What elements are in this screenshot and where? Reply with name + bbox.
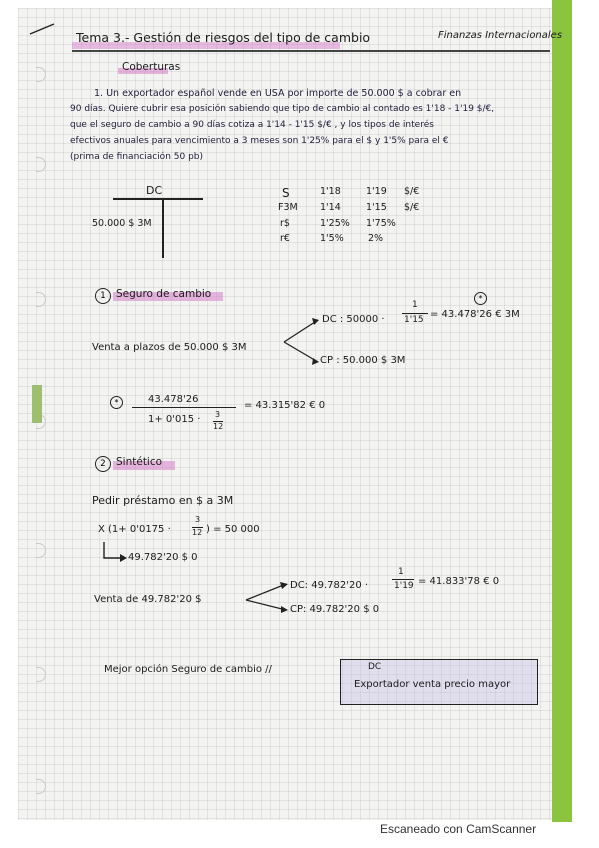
title-underline (72, 50, 550, 52)
option2-split-arrows (244, 580, 292, 616)
option1-dc-line: DC : 50000 · (322, 314, 385, 325)
paper-brand-stamp (32, 385, 42, 423)
option1-discount-frac-num: 3 (215, 410, 221, 419)
problem-line: (prima de financiación 50 pb) (70, 152, 204, 162)
option1-star-circle: * (110, 396, 123, 409)
account-label: DC (146, 184, 163, 197)
option2-equation-frac-den: 12 (192, 528, 203, 537)
option2-dc-line: DC: 49.782'20 · (290, 580, 369, 591)
subject-label: Finanzas Internacionales (438, 30, 563, 41)
option2-dc-denominator: 1'19 (394, 581, 414, 591)
rate-label: r€ (280, 233, 290, 244)
rate-ask: 2% (368, 233, 384, 244)
option1-dc-result: = 43.478'26 € 3M (430, 309, 520, 320)
rate-bid: 1'25% (320, 218, 350, 229)
option2-cp-line: CP: 49.782'20 $ 0 (290, 604, 380, 615)
option1-discount-result: = 43.315'82 € 0 (244, 400, 326, 411)
rate-bid: 1'5% (320, 233, 344, 244)
option2-sale-text: Venta de 49.782'20 $ (94, 594, 202, 605)
option2-result: 49.782'20 $ 0 (128, 552, 198, 563)
option2-equation: X (1+ 0'0175 · (98, 524, 171, 535)
option1-discount-denominator: 1+ 0'015 · (148, 414, 201, 425)
rate-unit: $/€ (404, 186, 420, 197)
option1-cp-line: CP : 50.000 $ 3M (320, 355, 406, 366)
fraction-bar (392, 579, 414, 580)
option1-title: Seguro de cambio (116, 288, 212, 300)
t-account-vertical-line (162, 198, 164, 258)
problem-line: 1. Un exportador español vende en USA por importe de 50.000 $ a cobrar en (94, 88, 462, 99)
problem-line: que el seguro de cambio a 90 días cotiza a 1'14 - 1'15 $/€ , y los tipos de interés (70, 120, 434, 130)
rate-ask: 1'19 (366, 186, 387, 197)
option1-star-circle: * (474, 292, 487, 305)
option2-dc-result: = 41.833'78 € 0 (418, 576, 500, 587)
option1-dc-numerator: 1 (412, 300, 418, 310)
rate-label: F3M (278, 202, 298, 213)
fraction-bar (132, 407, 236, 408)
option1-number-circle: 1 (95, 288, 111, 304)
option1-discount-frac-den: 12 (213, 422, 224, 431)
rate-unit: $/€ (404, 202, 420, 213)
page-title: Tema 3.- Gestión de riesgos del tipo de cambio (76, 30, 371, 45)
problem-line: efectivos anuales para vencimiento a 3 meses son 1'25% para el $ y 1'5% para el € (70, 136, 449, 146)
option1-dc-denominator: 1'15 (404, 315, 424, 325)
rate-label: S (282, 186, 290, 200)
scan-margin (572, 0, 599, 848)
fraction-bar (402, 313, 428, 314)
option2-equation-suffix: ) = 50 000 (206, 524, 260, 535)
scan-footer: Escaneado con CamScanner (380, 822, 537, 836)
rate-label: r$ (280, 218, 290, 229)
section-title: Coberturas (122, 61, 181, 73)
rate-ask: 1'15 (366, 202, 387, 213)
conclusion-box-label: DC (368, 662, 382, 672)
option2-loan-title: Pedir préstamo en $ a 3M (92, 494, 234, 507)
option2-dc-numerator: 1 (398, 567, 404, 577)
option2-result-arrow (100, 540, 130, 566)
account-entry: 50.000 $ 3M (92, 218, 152, 229)
rate-bid: 1'18 (320, 186, 341, 197)
notebook-edge-strip (552, 0, 572, 822)
option2-equation-frac-num: 3 (195, 515, 201, 524)
option2-number-circle: 2 (95, 456, 111, 472)
option1-split-arrows (282, 314, 322, 368)
option1-discount-numerator: 43.478'26 (148, 394, 199, 405)
conclusion-box-text: Exportador venta precio mayor (354, 679, 511, 690)
problem-line: 90 días. Quiere cubrir esa posición sabiendo que tipo de cambio al contado es 1'18 - 1'19 $/€, (70, 104, 495, 114)
option1-sale-text: Venta a plazos de 50.000 $ 3M (92, 342, 247, 353)
rate-ask: 1'75% (366, 218, 396, 229)
corner-pen-mark (28, 22, 58, 36)
rate-bid: 1'14 (320, 202, 341, 213)
conclusion-text: Mejor opción Seguro de cambio // (104, 664, 272, 675)
option2-title: Sintético (116, 456, 163, 468)
t-account-top-line (113, 198, 203, 200)
